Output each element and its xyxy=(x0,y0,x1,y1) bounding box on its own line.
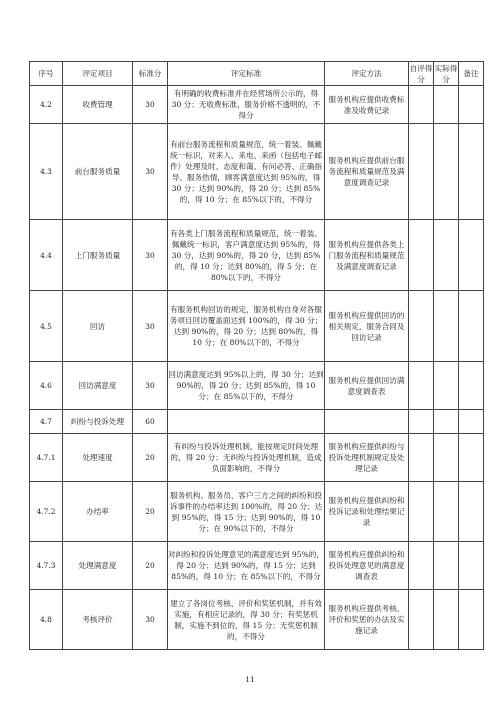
row-self-score xyxy=(409,590,434,650)
row-note xyxy=(459,220,484,291)
row-score: 30 xyxy=(133,86,168,124)
row-actual-score xyxy=(434,86,459,124)
row-method: 服务机构应提供回访的相关规定，服务合同及回访记录 xyxy=(325,291,409,362)
row-note xyxy=(459,482,484,542)
row-criteria: 有前台服务流程和质量规范，统一着装、佩戴统一标识，对来人、来电、来函（包括电子邮件）处理及时、态度和蔼、有问必答、正确指导、服务热情，顾客满意度达到 95%的，得 30 分；达到 90%的，得 20 分；达到 85%的，得 10 分；在 85%以下的，不得分 xyxy=(168,124,325,220)
row-seq: 4.2 xyxy=(30,86,63,124)
row-self-score xyxy=(409,482,434,542)
row-method: 服务机构应提供纠纷和投诉处理意见的满意度调查表 xyxy=(325,542,409,590)
row-item: 处理速度 xyxy=(63,434,133,482)
row-note xyxy=(459,362,484,410)
row-seq: 4.7 xyxy=(30,410,63,434)
table-row xyxy=(30,542,484,590)
row-self-score xyxy=(409,410,434,434)
row-seq: 4.7.3 xyxy=(30,542,63,590)
row-item: 考核评价 xyxy=(63,590,133,650)
row-self-score xyxy=(409,362,434,410)
table-row xyxy=(30,220,484,291)
row-seq: 4.6 xyxy=(30,362,63,410)
row-item: 上门服务质量 xyxy=(63,220,133,291)
row-item: 处理满意度 xyxy=(63,542,133,590)
table-row xyxy=(30,362,484,410)
row-method: 服务机构应提供纠纷和投诉记录和处理结果记录 xyxy=(325,482,409,542)
row-self-score xyxy=(409,220,434,291)
row-score: 30 xyxy=(133,220,168,291)
header-self-score: 自评得分 xyxy=(409,63,433,84)
row-note xyxy=(459,86,484,124)
row-score: 30 xyxy=(133,590,168,650)
header-score: 标准分 xyxy=(133,62,168,86)
row-actual-score xyxy=(434,124,459,220)
row-item: 收费管理 xyxy=(63,86,133,124)
page-number: 11 xyxy=(245,675,255,684)
row-score: 60 xyxy=(133,410,168,434)
row-actual-score xyxy=(434,220,459,291)
row-score: 30 xyxy=(133,362,168,410)
row-item: 回访满意度 xyxy=(63,362,133,410)
row-note xyxy=(459,434,484,482)
row-criteria: 有各类上门服务流程和质量规范，统一着装、佩戴统一标识，客户满意度达到 95%的，得 30 分，达到 90%的，得 20 分，达到 85%的，得 10 分；达到 80%的，得 5 分；在 80%以下的，不得分 xyxy=(168,220,325,291)
row-score: 30 xyxy=(133,291,168,362)
row-actual-score xyxy=(434,590,459,650)
row-criteria: 有服务机构回访的规定，服务机构自身对各服务项目回访覆盖面达到 100%的，得 30 分；达到 90%的，得 20 分；达到 80%的，得 10 分；在 80%以下的，不得分 xyxy=(168,291,325,362)
row-actual-score xyxy=(434,482,459,542)
header-seq: 序号 xyxy=(30,62,63,86)
row-note xyxy=(459,410,484,434)
row-seq: 4.3 xyxy=(30,124,63,220)
row-score: 30 xyxy=(133,124,168,220)
header-method: 评定方法 xyxy=(325,62,409,86)
row-method: 服务机构应提供回访满意度调查表 xyxy=(325,362,409,410)
row-item: 纠纷与投诉处理 xyxy=(63,410,133,434)
table-row xyxy=(30,291,484,362)
row-item: 回访 xyxy=(63,291,133,362)
row-criteria: 建立了各岗位考核、评价和奖惩机制，并有效实施，有相应记录的，得 30 分；有奖惩机制，实施不到位的，得 15 分；无奖惩机制的，不得分 xyxy=(168,590,325,650)
row-actual-score xyxy=(434,362,459,410)
row-note xyxy=(459,291,484,362)
evaluation-table xyxy=(29,61,484,650)
row-seq: 4.8 xyxy=(30,590,63,650)
row-method xyxy=(325,410,409,434)
row-self-score xyxy=(409,86,434,124)
row-note xyxy=(459,124,484,220)
table-row xyxy=(30,410,484,434)
row-self-score xyxy=(409,124,434,220)
table-row xyxy=(30,434,484,482)
header-item: 评定项目 xyxy=(63,62,133,86)
row-note xyxy=(459,590,484,650)
table-header-row xyxy=(30,62,484,86)
row-note xyxy=(459,542,484,590)
row-method: 服务机构应提供前台服务流程和质量规范及满意度调查记录 xyxy=(325,124,409,220)
row-self-score xyxy=(409,542,434,590)
row-actual-score xyxy=(434,542,459,590)
row-score: 20 xyxy=(133,542,168,590)
row-actual-score xyxy=(434,434,459,482)
row-seq: 4.7.2 xyxy=(30,482,63,542)
row-seq: 4.7.1 xyxy=(30,434,63,482)
table-row xyxy=(30,124,484,220)
row-item: 办结率 xyxy=(63,482,133,542)
table-row xyxy=(30,482,484,542)
table-row xyxy=(30,86,484,124)
row-score: 20 xyxy=(133,434,168,482)
row-self-score xyxy=(409,291,434,362)
row-criteria: 对纠纷和投诉处理意见的满意度达到 95%的，得 20 分；达到 90%的，得 15 分；达到 85%的，得 10 分；在 85%以下的，不得分 xyxy=(168,542,325,590)
row-actual-score xyxy=(434,410,459,434)
row-seq: 4.4 xyxy=(30,220,63,291)
row-method: 服务机构应提供各类上门服务流程和质量规范及满意度调查记录 xyxy=(325,220,409,291)
row-method: 服务机构应提供考核、评价和奖惩的办法及实施记录 xyxy=(325,590,409,650)
row-score: 20 xyxy=(133,482,168,542)
row-seq: 4.5 xyxy=(30,291,63,362)
row-criteria: 回访满意度达到 95%以上的，得 30 分；达到 90%的，得 20 分；达到 85%的，得 10 分；在 85%以下的，不得分 xyxy=(168,362,325,410)
row-criteria: 有纠纷与投诉处理机制，能按规定时间处理的，得 20 分；无纠纷与投诉处理机制，造成负面影响的，不得分 xyxy=(168,434,325,482)
row-method: 服务机构应提供纠纷与投诉处理机制规定及处理记录 xyxy=(325,434,409,482)
table-row xyxy=(30,590,484,650)
header-note: 备注 xyxy=(459,62,484,86)
header-criteria: 评定标准 xyxy=(168,62,325,86)
row-criteria xyxy=(168,410,325,434)
row-item: 前台服务质量 xyxy=(63,124,133,220)
row-actual-score xyxy=(434,291,459,362)
header-actual-score: 实际得分 xyxy=(434,63,458,84)
row-criteria: 有明确的收费标准并在经营场所公示的，得 30 分；无收费标准、服务价格不透明的，不得分 xyxy=(168,86,325,124)
row-self-score xyxy=(409,434,434,482)
row-method: 服务机构应提供收费标准及收费记录 xyxy=(325,86,409,124)
row-criteria: 服务机构、服务员、客户三方之间的纠纷和投诉事件的办结率达到 100%的，得 20 分；达到 95%的，得 15 分；达到 90%的，得 10 分；在 90%以下的，不得分 xyxy=(168,482,325,542)
